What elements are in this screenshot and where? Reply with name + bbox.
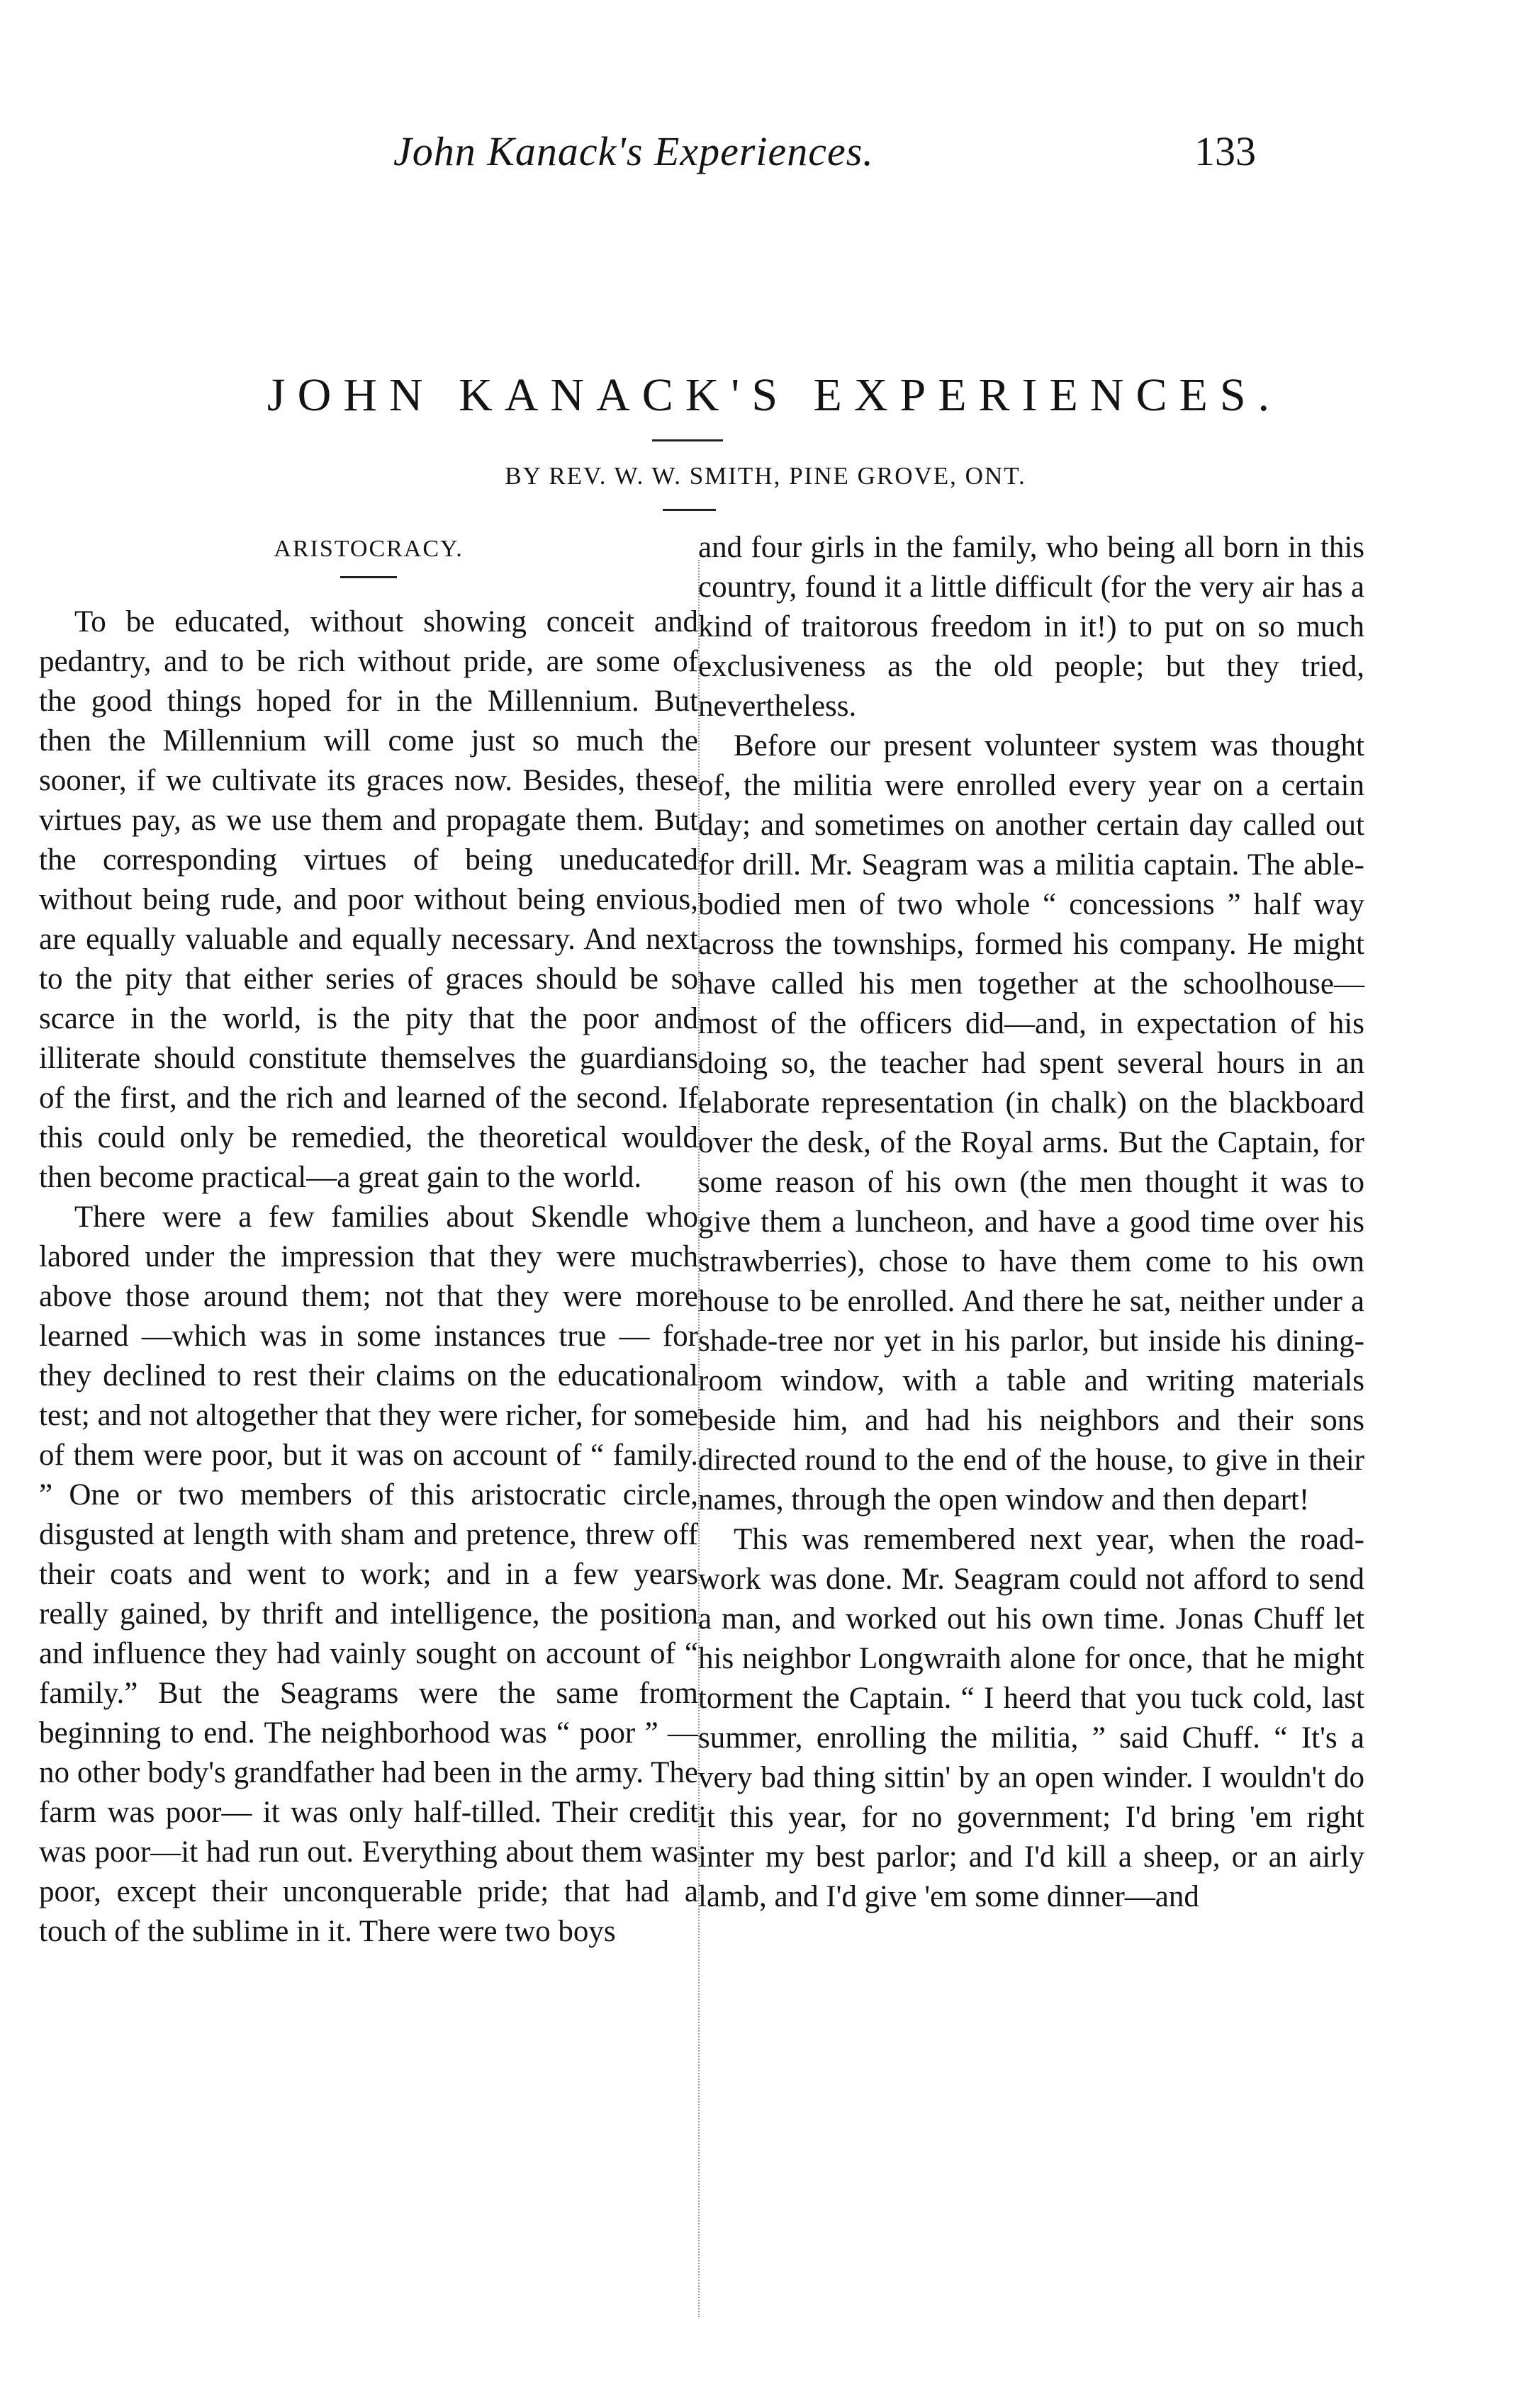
paragraph-continued: and four girls in the family, who being all born in this country, found it a little difficult (for the very air has a kind of traitorous freedom in it!) to put on so much exclusiveness as the old people; but they tried, nevertheless. [698, 531, 1364, 723]
article-title: JOHN KANACK'S EXPERIENCES. [267, 369, 1282, 421]
paragraph: This was remembered next year, when the road-work was done. Mr. Seagram could not afford to send a man, and worked out his own time. Jonas Chuff let his neighbor Longwraith alone for once, that he might torment the Captain. “ I heerd that you tuck cold, last summer, enrolling the militia, ” said Chuff. “ It's a very bad thing sittin' by an open winder. I wouldn't do it this year, for no government; I'd bring 'em right inter my best parlor; and I'd kill a sheep, or an airly lamb, and I'd give 'em some dinner—and [698, 1523, 1364, 1913]
page-number: 133 [1194, 128, 1256, 174]
paragraph: There were a few families about Skendle who labored under the impression that they were much above those around them; not that they were more learned —which was in some instances true — for they declined to rest their claims on the educational test; and not altogether that they were richer, for some of them were poor, but it was on account of “ family. ” One or two members of this aristocratic circle, disgusted at length with sham and pretence, threw off their coats and went to work; and in a few years really gained, by thrift and intelligence, the position and influence they had vainly sought on account of “ family.” But the Seagrams were the same from beginning to end. The neighborhood was “ poor ” — no other body's grandfather had been in the army. The farm was poor— it was only half-tilled. Their credit was poor—it had run out. Everything about them was poor, except their unconquerable pride; that had a touch of the sublime in it. There were two boys [39, 1200, 698, 1948]
paragraph: Before our present volunteer system was thought of, the militia were enrolled every year on a certain day; and sometimes on another certain day called out for drill. Mr. Seagram was a militia captain. The able-bodied men of two whole “ concessions ” half way across the townships, formed his company. He might have called his men together at the schoolhouse—most of the officers did—and, in expectation of his doing so, the teacher had spent several hours in an elaborate representation (in chalk) on the blackboard over the desk, of the Royal arms. But the Captain, for some reason of his own (the men thought it was to give them a luncheon, and have a good time over his strawberries), chose to have them come to his own house to be enrolled. And there he sat, neither under a shade-tree nor yet in his parlor, but inside his dining-room window, with a table and writing materials beside him, and had his neighbors and their sons directed round to the end of the house, to give in their names, through the open window and then depart! [698, 729, 1364, 1517]
left-column [39, 528, 698, 1952]
running-title: John Kanack's Experiences. [393, 128, 874, 174]
title-rule [652, 439, 723, 441]
right-column [698, 528, 1364, 1917]
section-heading: ARISTOCRACY. [274, 536, 464, 562]
paragraph: To be educated, without showing conceit and pedantry, and to be rich without pride, are some of the good things hoped for in the Millennium. But then the Millennium will come just so much the sooner, if we cultivate its graces now. Besides, these virtues pay, as we use them and propagate them. But the corresponding virtues of being uneducated without being rude, and poor without being envious, are equally valuable and equally necessary. And next to the pity that either series of graces should be so scarce in the world, is the pity that the poor and illiterate should constitute themselves the guardians of the first, and the rich and learned of the second. If this could only be remedied, the theoretical would then become practical—a great gain to the world. [39, 605, 698, 1194]
running-head [0, 128, 1531, 191]
section-heading-rule [340, 576, 397, 578]
byline: BY REV. W. W. SMITH, PINE GROVE, ONT. [505, 462, 1026, 490]
byline-rule [663, 509, 716, 511]
